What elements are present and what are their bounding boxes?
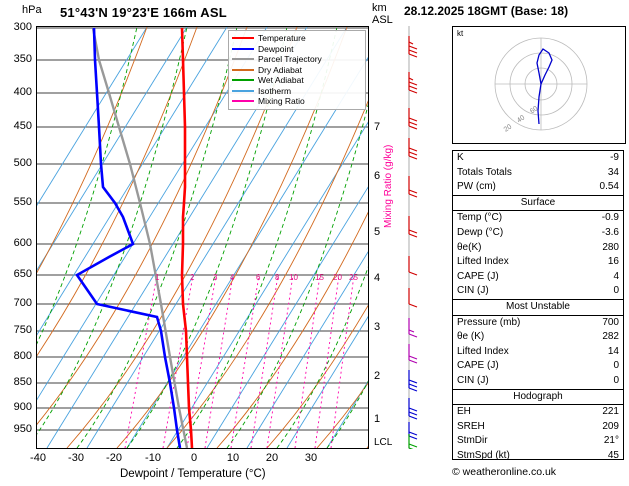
x-tick-m20: -20 (106, 452, 122, 464)
hodograph-unit-label: kt (457, 29, 464, 38)
svg-text:60: 60 (528, 105, 540, 116)
x-tick-m10: -10 (145, 452, 161, 464)
y-tick-400: 400 (13, 86, 32, 98)
row-key: θe (K) (457, 331, 485, 343)
row-key: PW (cm) (457, 181, 496, 193)
row-key: θe(K) (457, 241, 482, 253)
row-key: Totals Totals (457, 166, 512, 178)
row-value: 280 (602, 241, 619, 253)
svg-text:15: 15 (315, 273, 324, 282)
svg-text:8: 8 (275, 273, 280, 282)
legend-label-wet-adiabat: Wet Adiabat (258, 75, 304, 86)
legend-item-dry-adiabat (232, 65, 362, 76)
row-value: 0.54 (599, 181, 619, 193)
legend-swatch-dry-adiabat (232, 69, 254, 71)
table-row (453, 374, 623, 389)
row-value: 16 (607, 256, 619, 268)
table-row (453, 284, 623, 299)
row-value: 4 (613, 270, 619, 282)
legend-label-dry-adiabat: Dry Adiabat (258, 64, 302, 75)
legend-swatch-isotherm (232, 90, 254, 92)
row-value: 700 (602, 316, 619, 328)
row-value: 221 (602, 406, 619, 418)
row-key: Pressure (mb) (457, 316, 521, 328)
table-row (453, 255, 623, 270)
km-tick-4: 4 (374, 272, 381, 284)
mixing-ratio-axis-title: Mixing Ratio (g/kg) (383, 144, 394, 228)
legend-swatch-mixing-ratio (232, 100, 254, 102)
x-tick-0: 0 (190, 452, 198, 464)
row-value: 34 (607, 166, 619, 178)
svg-text:10: 10 (289, 273, 298, 282)
chart-legend (228, 30, 366, 110)
table-row (453, 359, 623, 374)
legend-label-temperature: Temperature (258, 33, 306, 44)
legend-item-dewpoint (232, 44, 362, 55)
y-tick-800: 800 (13, 350, 32, 362)
km-tick-1: 1 (374, 413, 381, 425)
row-value: 14 (607, 345, 619, 357)
legend-swatch-parcel (232, 58, 254, 60)
indices-table (452, 150, 624, 460)
station-title: 51°43'N 19°23'E 166m ASL (60, 5, 227, 20)
legend-item-isotherm (232, 86, 362, 97)
legend-swatch-dewpoint (232, 48, 254, 50)
svg-text:25: 25 (349, 273, 358, 282)
row-value: -9 (610, 152, 619, 163)
table-row (453, 211, 623, 226)
lcl-label: LCL (374, 437, 393, 448)
y-tick-750: 750 (13, 324, 32, 336)
table-row (453, 180, 623, 195)
table-row (453, 345, 623, 360)
y-tick-600: 600 (13, 237, 32, 249)
svg-text:40: 40 (515, 114, 527, 125)
y-tick-650: 650 (13, 268, 32, 280)
y-tick-350: 350 (13, 53, 32, 65)
table-row (453, 316, 623, 331)
km-tick-6: 6 (374, 170, 381, 182)
row-key: K (457, 152, 464, 163)
y-tick-550: 550 (13, 196, 32, 208)
row-value: 0 (613, 360, 619, 372)
y-tick-900: 900 (13, 401, 32, 413)
x-axis-title: Dewpoint / Temperature (°C) (120, 468, 266, 480)
row-key: StmDir (457, 435, 488, 447)
row-key: CAPE (J) (457, 360, 499, 372)
table-row (453, 226, 623, 241)
svg-text:2: 2 (190, 273, 195, 282)
y-tick-950: 950 (13, 423, 32, 435)
x-tick-30: 30 (304, 452, 318, 464)
hodograph-panel (452, 26, 626, 144)
svg-text:20: 20 (502, 123, 514, 134)
row-value: -3.6 (601, 226, 619, 238)
row-value: 21° (603, 435, 619, 447)
x-tick-m40: -40 (30, 452, 46, 464)
x-tick-m30: -30 (68, 452, 84, 464)
svg-text:20: 20 (333, 273, 342, 282)
section-header-most-unstable: Most Unstable (453, 299, 623, 316)
row-key: SREH (457, 420, 485, 432)
row-key: Lifted Index (457, 345, 509, 357)
row-value: 282 (602, 331, 619, 343)
legend-label-isotherm: Isotherm (258, 85, 292, 96)
km-tick-2: 2 (374, 370, 381, 382)
model-run-title: 28.12.2025 18GMT (Base: 18) (404, 4, 569, 18)
wind-barb-column (395, 26, 423, 449)
table-row (453, 434, 623, 449)
legend-item-temperature (232, 33, 362, 44)
section-header-hodograph: Hodograph (453, 389, 623, 406)
row-key: CIN (J) (457, 285, 489, 297)
row-value: 209 (602, 420, 619, 432)
row-key: StmSpd (kt) (457, 449, 510, 461)
legend-swatch-wet-adiabat (232, 79, 254, 81)
legend-label-dewpoint: Dewpoint (258, 43, 294, 54)
pressure-unit-label: hPa (22, 4, 42, 16)
x-tick-10: 10 (226, 452, 240, 464)
y-tick-700: 700 (13, 297, 32, 309)
legend-item-wet-adiabat (232, 75, 362, 86)
legend-swatch-temperature (232, 37, 254, 39)
row-key: Temp (°C) (457, 212, 503, 224)
table-row (453, 166, 623, 181)
svg-text:6: 6 (256, 273, 261, 282)
km-tick-5: 5 (374, 226, 381, 238)
row-value: 0 (613, 374, 619, 386)
row-value: 45 (607, 449, 619, 461)
km-tick-3: 3 (374, 321, 381, 333)
table-row (453, 420, 623, 435)
row-key: CIN (J) (457, 374, 489, 386)
svg-text:4: 4 (230, 273, 235, 282)
km-axis-label: km (372, 2, 387, 14)
table-row (453, 241, 623, 256)
x-tick-20: 20 (265, 452, 279, 464)
table-row (453, 330, 623, 345)
row-key: CAPE (J) (457, 270, 499, 282)
copyright-text: © weatheronline.co.uk (452, 466, 557, 478)
legend-item-mixing-ratio (232, 96, 362, 107)
y-tick-850: 850 (13, 376, 32, 388)
section-header-surface: Surface (453, 195, 623, 212)
svg-text:3: 3 (213, 273, 218, 282)
legend-label-mixing-ratio: Mixing Ratio (258, 96, 305, 107)
legend-item-parcel (232, 54, 362, 65)
row-key: EH (457, 406, 471, 418)
km-tick-7: 7 (374, 121, 381, 133)
y-tick-300: 300 (13, 21, 32, 33)
asl-axis-label: ASL (372, 14, 393, 26)
row-key: Dewp (°C) (457, 226, 504, 238)
table-row (453, 151, 623, 166)
row-value: 0 (613, 285, 619, 297)
legend-label-parcel: Parcel Trajectory (258, 54, 322, 65)
y-tick-450: 450 (13, 120, 32, 132)
y-tick-500: 500 (13, 157, 32, 169)
table-row (453, 270, 623, 285)
table-row (453, 405, 623, 420)
row-key: Lifted Index (457, 256, 509, 268)
svg-text:1: 1 (155, 273, 160, 282)
table-row (453, 449, 623, 464)
row-value: -0.9 (601, 212, 619, 224)
